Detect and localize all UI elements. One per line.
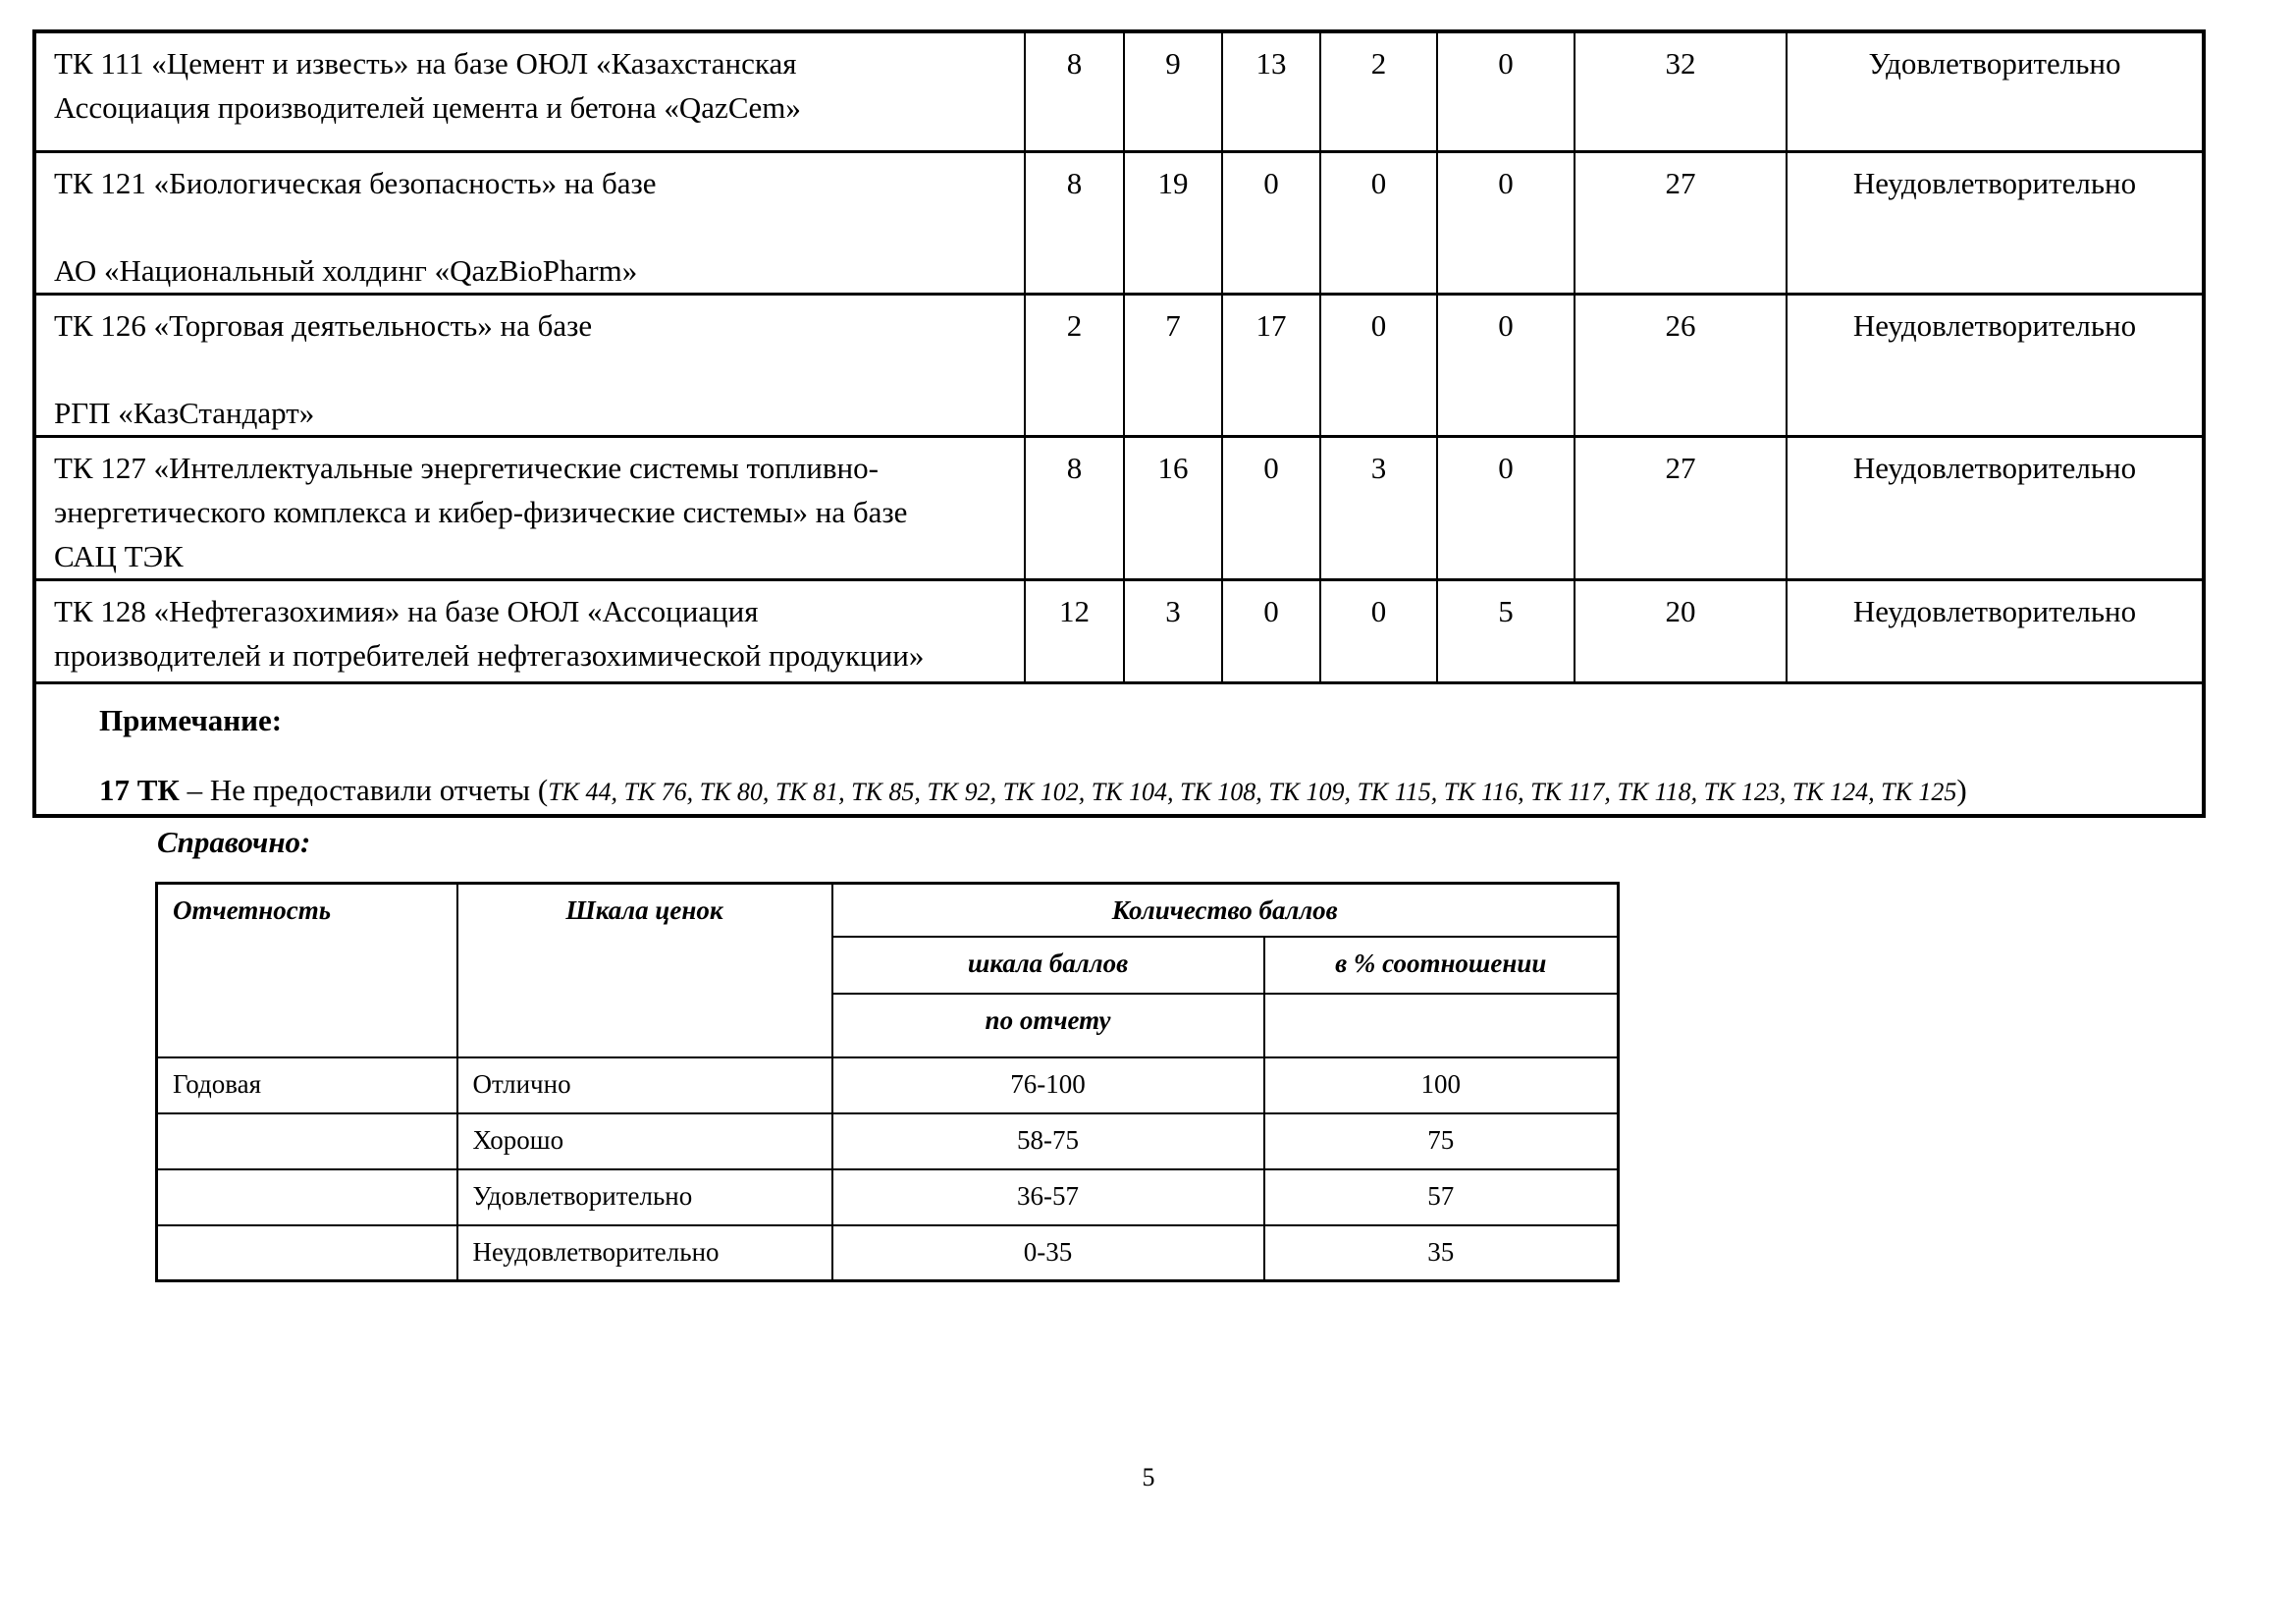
tk-name-line: ТК 126 «Торговая деятьельность» на базе: [54, 307, 593, 343]
tk-name-line: РГП «КазСтандарт»: [54, 395, 315, 430]
tk-name-cell: [34, 579, 1025, 682]
range-cell: 58-75: [832, 1113, 1264, 1169]
note-middle: – Не предоставили отчеты (: [179, 772, 549, 807]
table-row: [34, 294, 2204, 436]
score-cell: 0: [1437, 31, 1575, 151]
tk-name-line: энергетического комплекса и кибер-физические системы» на базе: [54, 494, 908, 529]
tk-name-cell: [34, 151, 1025, 294]
tk-name-line: ТК 121 «Биологическая безопасность» на базе: [54, 165, 657, 200]
rating-cell: Неудовлетворительно: [1787, 436, 2204, 579]
ref-header-scale: Шкала ценок: [457, 884, 832, 1057]
grade-cell: Отлично: [457, 1057, 832, 1113]
note-lead: 17 ТК: [99, 772, 180, 807]
score-cell: 3: [1320, 436, 1437, 579]
note-row: [34, 682, 2204, 816]
total-score-cell: 27: [1575, 436, 1787, 579]
score-cell: 2: [1025, 294, 1124, 436]
score-cell: 0: [1320, 294, 1437, 436]
range-cell: 76-100: [832, 1057, 1264, 1113]
score-cell: 7: [1124, 294, 1222, 436]
score-cell: 8: [1025, 436, 1124, 579]
period-cell: [157, 1113, 457, 1169]
table-row: [34, 31, 2204, 151]
score-cell: 0: [1222, 436, 1320, 579]
period-cell: Годовая: [157, 1057, 457, 1113]
score-cell: 8: [1025, 31, 1124, 151]
score-cell: 5: [1437, 579, 1575, 682]
percent-cell: 57: [1264, 1169, 1619, 1225]
ref-data-row: [157, 1113, 1619, 1169]
percent-cell: 35: [1264, 1225, 1619, 1281]
tk-name-line: ТК 128 «Нефтегазохимия» на базе ОЮЛ «Ассоциация: [54, 593, 759, 628]
ref-data-row: [157, 1169, 1619, 1225]
grade-cell: Неудовлетворительно: [457, 1225, 832, 1281]
score-cell: 0: [1222, 579, 1320, 682]
tk-name-cell: [34, 294, 1025, 436]
score-cell: 0: [1437, 294, 1575, 436]
score-cell: 9: [1124, 31, 1222, 151]
score-cell: 0: [1320, 151, 1437, 294]
score-cell: 8: [1025, 151, 1124, 294]
score-cell: 3: [1124, 579, 1222, 682]
total-score-cell: 26: [1575, 294, 1787, 436]
note-title: Примечание:: [99, 702, 283, 737]
rating-cell: Удовлетворительно: [1787, 31, 2204, 151]
period-cell: [157, 1225, 457, 1281]
tk-name-line: ТК 111 «Цемент и известь» на базе ОЮЛ «Казахстанская: [54, 46, 797, 81]
tk-report-table: [32, 29, 2206, 818]
reference-table: [155, 882, 1620, 1282]
empty-cell: [1264, 994, 1619, 1057]
score-cell: 16: [1124, 436, 1222, 579]
ref-header-points-scale: шкала баллов: [832, 937, 1264, 994]
score-cell: 0: [1437, 436, 1575, 579]
tk-name-line: АО «Национальный холдинг «QazBioPharm»: [54, 252, 638, 288]
total-score-cell: 20: [1575, 579, 1787, 682]
tk-name-line: Ассоциация производителей цемента и бетона «QazCem»: [54, 90, 801, 125]
tk-name-line: производителей и потребителей нефтегазохимической продукции»: [54, 637, 925, 673]
spravochno-heading: Справочно:: [157, 825, 311, 859]
range-cell: 36-57: [832, 1169, 1264, 1225]
table-row: [34, 579, 2204, 682]
note-tk-list: ТК 44, ТК 76, ТК 80, ТК 81, ТК 85, ТК 92, ТК 102, ТК 104, ТК 108, ТК 109, ТК 115, ТК 116, ТК 117, ТК 118, ТК 123, ТК 124, ТК 125: [548, 777, 1957, 806]
ref-header-row-1: [157, 884, 1619, 937]
ref-header-reporting: Отчетность: [157, 884, 457, 1057]
grade-cell: Хорошо: [457, 1113, 832, 1169]
page-number: 5: [1142, 1463, 1155, 1491]
range-cell: 0-35: [832, 1225, 1264, 1281]
note-text: [99, 768, 2182, 814]
ref-header-by-report: по отчету: [832, 994, 1264, 1057]
tk-name-cell: [34, 436, 1025, 579]
note-cell: [34, 682, 2204, 816]
score-cell: 17: [1222, 294, 1320, 436]
grade-cell: Удовлетворительно: [457, 1169, 832, 1225]
tk-name-line: ТК 127 «Интеллектуальные энергетические системы топливно-: [54, 450, 879, 485]
percent-cell: 100: [1264, 1057, 1619, 1113]
table-row: [34, 436, 2204, 579]
score-cell: 0: [1320, 579, 1437, 682]
rating-cell: Неудовлетворительно: [1787, 294, 2204, 436]
ref-data-row: [157, 1057, 1619, 1113]
score-cell: 13: [1222, 31, 1320, 151]
rating-cell: Неудовлетворительно: [1787, 151, 2204, 294]
score-cell: 0: [1437, 151, 1575, 294]
total-score-cell: 32: [1575, 31, 1787, 151]
ref-header-points-group: Количество баллов: [832, 884, 1619, 937]
table-row: [34, 151, 2204, 294]
period-cell: [157, 1169, 457, 1225]
total-score-cell: 27: [1575, 151, 1787, 294]
tk-name-line: САЦ ТЭК: [54, 538, 184, 573]
rating-cell: Неудовлетворительно: [1787, 579, 2204, 682]
percent-cell: 75: [1264, 1113, 1619, 1169]
score-cell: 12: [1025, 579, 1124, 682]
score-cell: 2: [1320, 31, 1437, 151]
note-close-paren: ): [1956, 772, 1967, 807]
score-cell: 19: [1124, 151, 1222, 294]
ref-data-row: [157, 1225, 1619, 1281]
score-cell: 0: [1222, 151, 1320, 294]
tk-name-cell: [34, 31, 1025, 151]
ref-header-percent: в % соотношении: [1264, 937, 1619, 994]
